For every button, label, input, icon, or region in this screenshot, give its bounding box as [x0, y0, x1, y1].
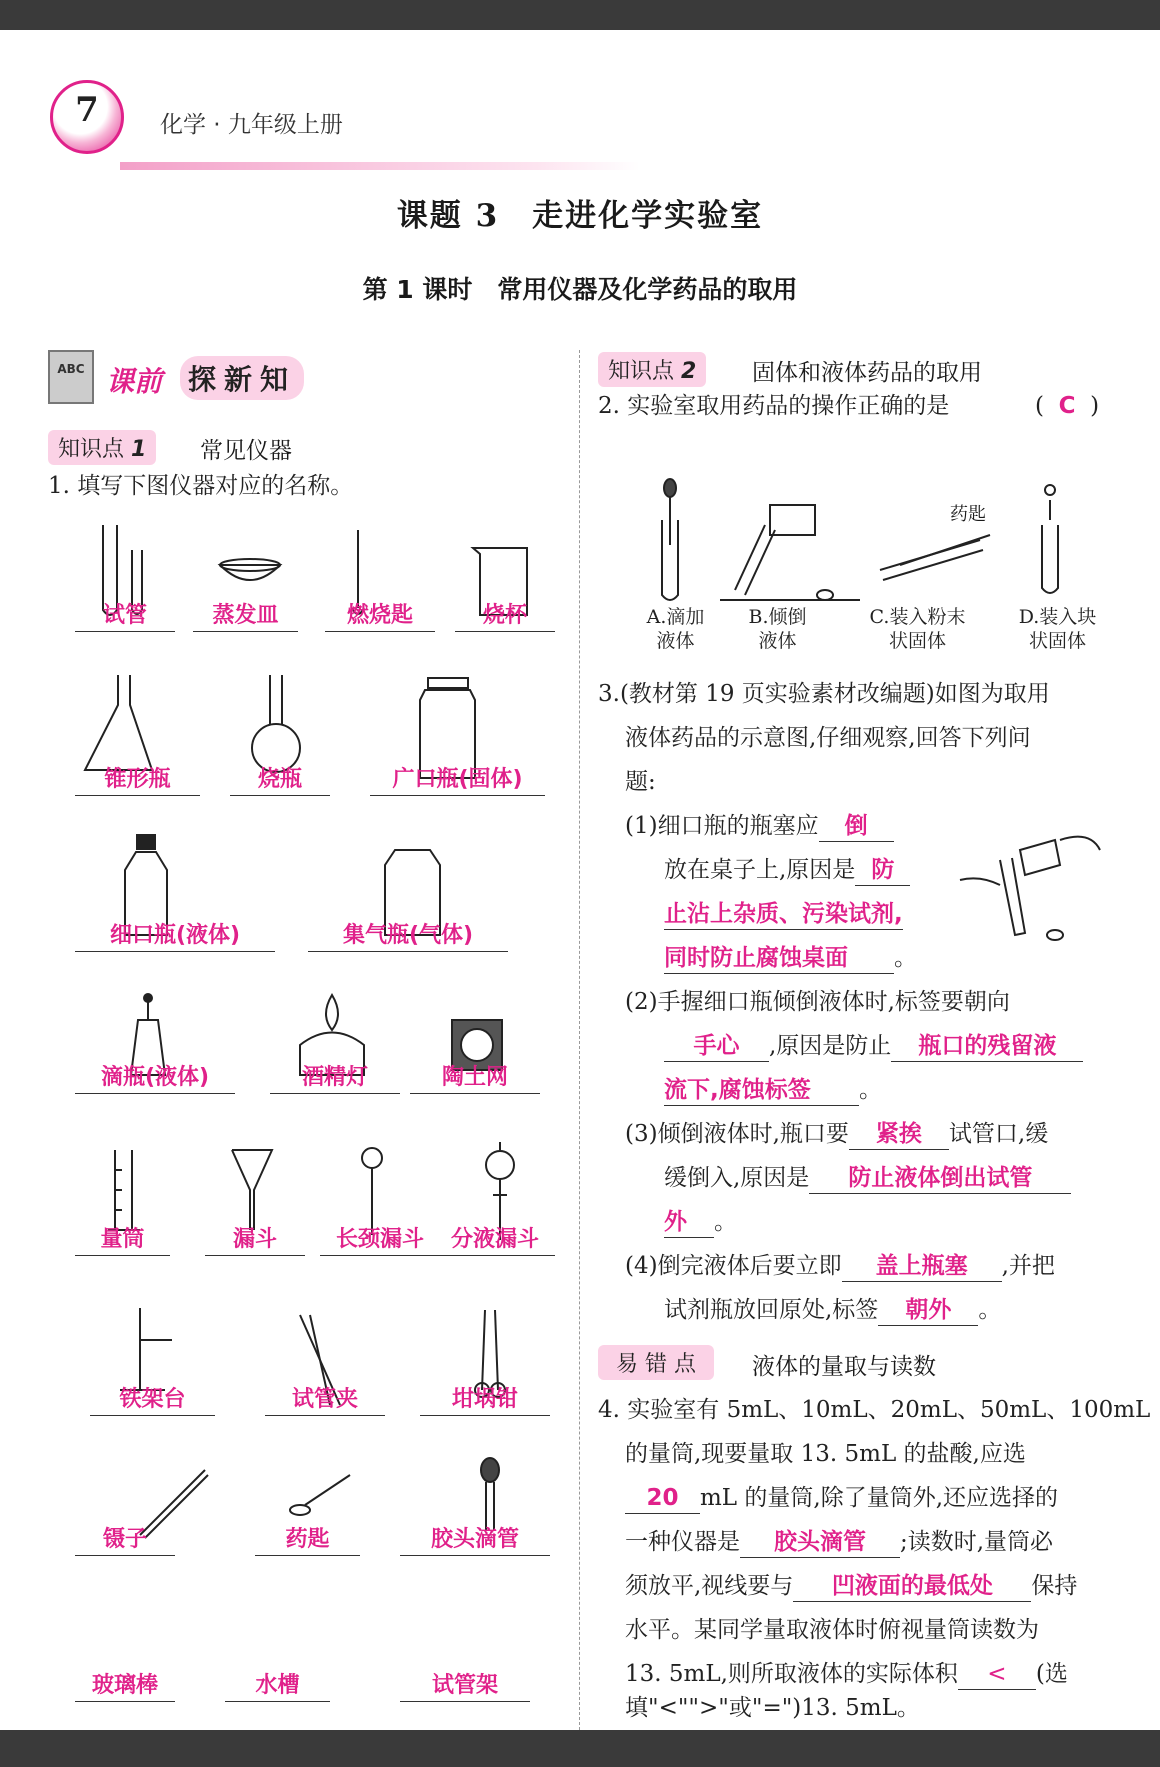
- q3-p4-c: 试剂瓶放回原处,标签: [664, 1297, 879, 1323]
- q3-intro-3: 题:: [625, 769, 656, 795]
- q4-line2: 的量筒,现要量取 13. 5mL 的盐酸,应选: [625, 1441, 1026, 1467]
- q3-p2-line2: [664, 1024, 1083, 1068]
- q3-p2-ans1: 手心: [664, 1033, 769, 1062]
- q3-p1-line1: [625, 804, 894, 848]
- q4-line8: 填"<"">"或"=")13. 5mL。: [625, 1695, 920, 1721]
- banner-part1: 课前: [106, 365, 163, 398]
- q3-p3-line3: [664, 1200, 737, 1244]
- q2-option-caption: A.滴加 液体: [646, 606, 705, 652]
- instrument-label: 坩埚钳: [420, 1382, 550, 1416]
- q3-p1-line2: [664, 848, 910, 892]
- funnel-drawing: [232, 1150, 272, 1230]
- kp2-tag-num: 2: [681, 359, 697, 384]
- graduated-cylinder-drawing: [108, 1150, 140, 1230]
- instrument-label: 漏斗: [205, 1222, 305, 1256]
- q2-option-caption: D.装入块 状固体: [1018, 606, 1097, 652]
- q3-p3-line2: [664, 1156, 1071, 1200]
- q4-line6: 水平。某同学量取液体时俯视量筒读数为: [625, 1617, 1039, 1643]
- q3-p4-line2: [664, 1288, 1001, 1332]
- q3-p1-ans1: 倒: [819, 813, 894, 842]
- q2-paren-l: (: [1035, 393, 1044, 419]
- q3-p2-ans2b: 流下,腐蚀标签: [664, 1077, 859, 1106]
- q4-line1: 4. 实验室有 5mL、10mL、20mL、50mL、100mL: [598, 1397, 1151, 1423]
- conical-flask-drawing: [85, 675, 152, 770]
- instrument-label: 镊子: [75, 1522, 175, 1556]
- kp2-tag-label: 知识点: [608, 359, 675, 384]
- q4-line5: [625, 1564, 1077, 1608]
- subject-title: 化学 · 九年级上册: [160, 112, 343, 138]
- instrument-label: 玻璃棒: [75, 1668, 175, 1702]
- q3-p2-line3: [664, 1068, 882, 1112]
- q3-p1-a: (1)细口瓶的瓶塞应: [625, 813, 819, 839]
- q4-l3: mL 的量筒,除了量筒外,还应选择的: [700, 1485, 1059, 1511]
- err-title: 液体的量取与读数: [752, 1354, 936, 1380]
- q3-p1-b: 放在桌子上,原因是: [664, 857, 856, 883]
- q3-p3-line1: [625, 1112, 1048, 1156]
- kp1-tag-label: 知识点: [58, 437, 125, 462]
- lesson-title: 课题 3 走进化学实验室: [396, 198, 764, 234]
- q4-ans4: <: [958, 1661, 1036, 1690]
- err-tag: 易 错 点: [598, 1345, 714, 1380]
- round-flask-drawing: [252, 675, 300, 772]
- q2-answer-bracket: [1035, 384, 1099, 428]
- instrument-label: 铁架台: [90, 1382, 215, 1416]
- instrument-label: 药匙: [255, 1522, 360, 1556]
- q2-option-caption: C.装入粉末 状固体: [869, 606, 966, 652]
- q3-intro-1: 3.(教材第 19 页实验素材改编题)如图为取用: [598, 681, 1050, 707]
- q3-intro-2: 液体药品的示意图,仔细观察,回答下列问: [625, 725, 1031, 751]
- period-title: 第 1 课时 常用仪器及化学药品的取用: [362, 275, 798, 304]
- q2-answer: C: [1058, 393, 1076, 419]
- q2-paren-r: ): [1090, 393, 1100, 419]
- q2-option-caption: B.倾倒 液体: [748, 606, 807, 652]
- q4-ans3: 凹液面的最低处: [793, 1573, 1031, 1602]
- option-c-drawing: [880, 535, 990, 580]
- instrument-label: 试管架: [400, 1668, 530, 1702]
- q3-p4-line1: [625, 1244, 1055, 1288]
- iron-stand-drawing: [120, 1308, 172, 1390]
- q4-ans2: 胶头滴管: [740, 1529, 900, 1558]
- q3-p4-a: (4)倒完液体后要立即: [625, 1253, 842, 1279]
- instrument-label: 酒精灯: [270, 1060, 400, 1094]
- q4-line4: [625, 1520, 1053, 1564]
- instrument-label: 试管夹: [265, 1382, 385, 1416]
- q3-p1-end: 。: [894, 945, 917, 971]
- instrument-label: 滴瓶(液体): [75, 1060, 235, 1094]
- q3-p3-end: 。: [714, 1209, 737, 1235]
- q3-p1-ans2b: 止沾上杂质、污染试剂,: [664, 901, 903, 930]
- instrument-label: 燃烧匙: [325, 598, 435, 632]
- q3-p2-end: 。: [859, 1077, 882, 1103]
- instrument-label: 胶头滴管: [400, 1522, 550, 1556]
- instrument-label: 量筒: [75, 1222, 170, 1256]
- medicine-spoon-drawing: [290, 1475, 350, 1515]
- instrument-label: 集气瓶(气体): [308, 918, 508, 952]
- instrument-label: 陶土网: [410, 1060, 540, 1094]
- instrument-label: 水槽: [225, 1668, 330, 1702]
- q3-p3-ans2a: 防止液体倒出试管: [809, 1165, 1071, 1194]
- evaporating-dish-drawing: [220, 559, 280, 580]
- q3-p4-ans2: 朝外: [878, 1297, 978, 1326]
- q4-l7b: (选: [1035, 1661, 1068, 1687]
- instrument-label: 分液漏斗: [435, 1222, 555, 1256]
- kp1-tag-num: 1: [131, 437, 147, 462]
- q4-line3: [625, 1476, 1058, 1520]
- q4-l5: 须放平,视线要与: [625, 1573, 794, 1599]
- q3-p3-c: 缓倒入,原因是: [664, 1165, 810, 1191]
- q3-p4-ans1: 盖上瓶塞: [842, 1253, 1002, 1282]
- q3-p3-ans2b: 外: [664, 1209, 714, 1238]
- instrument-label: 蒸发皿: [193, 598, 298, 632]
- page-number: 7: [75, 90, 99, 130]
- spoon-label: 药匙: [950, 504, 986, 525]
- instrument-drawings: [0, 30, 580, 1730]
- q3-p1-ans2a: 防: [855, 857, 910, 886]
- q3-p3-a: (3)倾倒液体时,瓶口要: [625, 1121, 849, 1147]
- instrument-label: 烧瓶: [230, 762, 330, 796]
- instrument-label: 锥形瓶: [75, 762, 200, 796]
- q3-p3-ans1: 紧挨: [849, 1121, 949, 1150]
- q1-text: 1. 填写下图仪器对应的名称。: [48, 473, 354, 499]
- q2-options-drawing: [600, 470, 1140, 610]
- rubber-dropper-drawing: [481, 1458, 499, 1530]
- kp1-title: 常见仪器: [200, 438, 292, 464]
- q3-p1-line3: [664, 892, 903, 936]
- pouring-diagram: [960, 820, 1110, 940]
- q4-l4: 一种仪器是: [625, 1529, 740, 1555]
- worksheet-page: [0, 30, 1160, 1730]
- kp2-tag: [598, 352, 706, 387]
- q4-l5b: 保持: [1031, 1573, 1078, 1599]
- q3-p4-end: 。: [978, 1297, 1002, 1323]
- option-a-drawing: [662, 479, 678, 600]
- instrument-label: 长颈漏斗: [320, 1222, 440, 1256]
- instrument-label: 试管: [75, 598, 175, 632]
- book-icon-text: ABC: [57, 362, 85, 376]
- q4-l7: 13. 5mL,则所取液体的实际体积: [625, 1661, 958, 1687]
- q2-text: 2. 实验室取用药品的操作正确的是: [598, 393, 950, 419]
- q3-p1-line4: [664, 936, 917, 980]
- q3-p4-b: ,并把: [1001, 1253, 1055, 1279]
- option-d-drawing: [1042, 485, 1058, 593]
- q3-p2-ans2a: 瓶口的残留液: [891, 1033, 1083, 1062]
- instrument-label: 烧杯: [455, 598, 555, 632]
- q3-p1-ans2c: 同时防止腐蚀桌面: [664, 945, 894, 974]
- q3-p2-b: ,原因是防止: [769, 1033, 892, 1059]
- instrument-label: 广口瓶(固体): [370, 762, 545, 796]
- banner-part2: 探新知: [180, 356, 304, 400]
- kp2-title: 固体和液体药品的取用: [752, 360, 982, 386]
- q4-ans1: 20: [625, 1485, 700, 1514]
- q4-l4b: ;读数时,量筒必: [900, 1529, 1054, 1555]
- q3-p3-b: 试管口,缓: [948, 1121, 1049, 1147]
- instrument-label: 细口瓶(液体): [75, 918, 275, 952]
- option-b-drawing: [720, 505, 860, 600]
- q3-p2-line1: (2)手握细口瓶倾倒液体时,标签要朝向: [625, 989, 1010, 1015]
